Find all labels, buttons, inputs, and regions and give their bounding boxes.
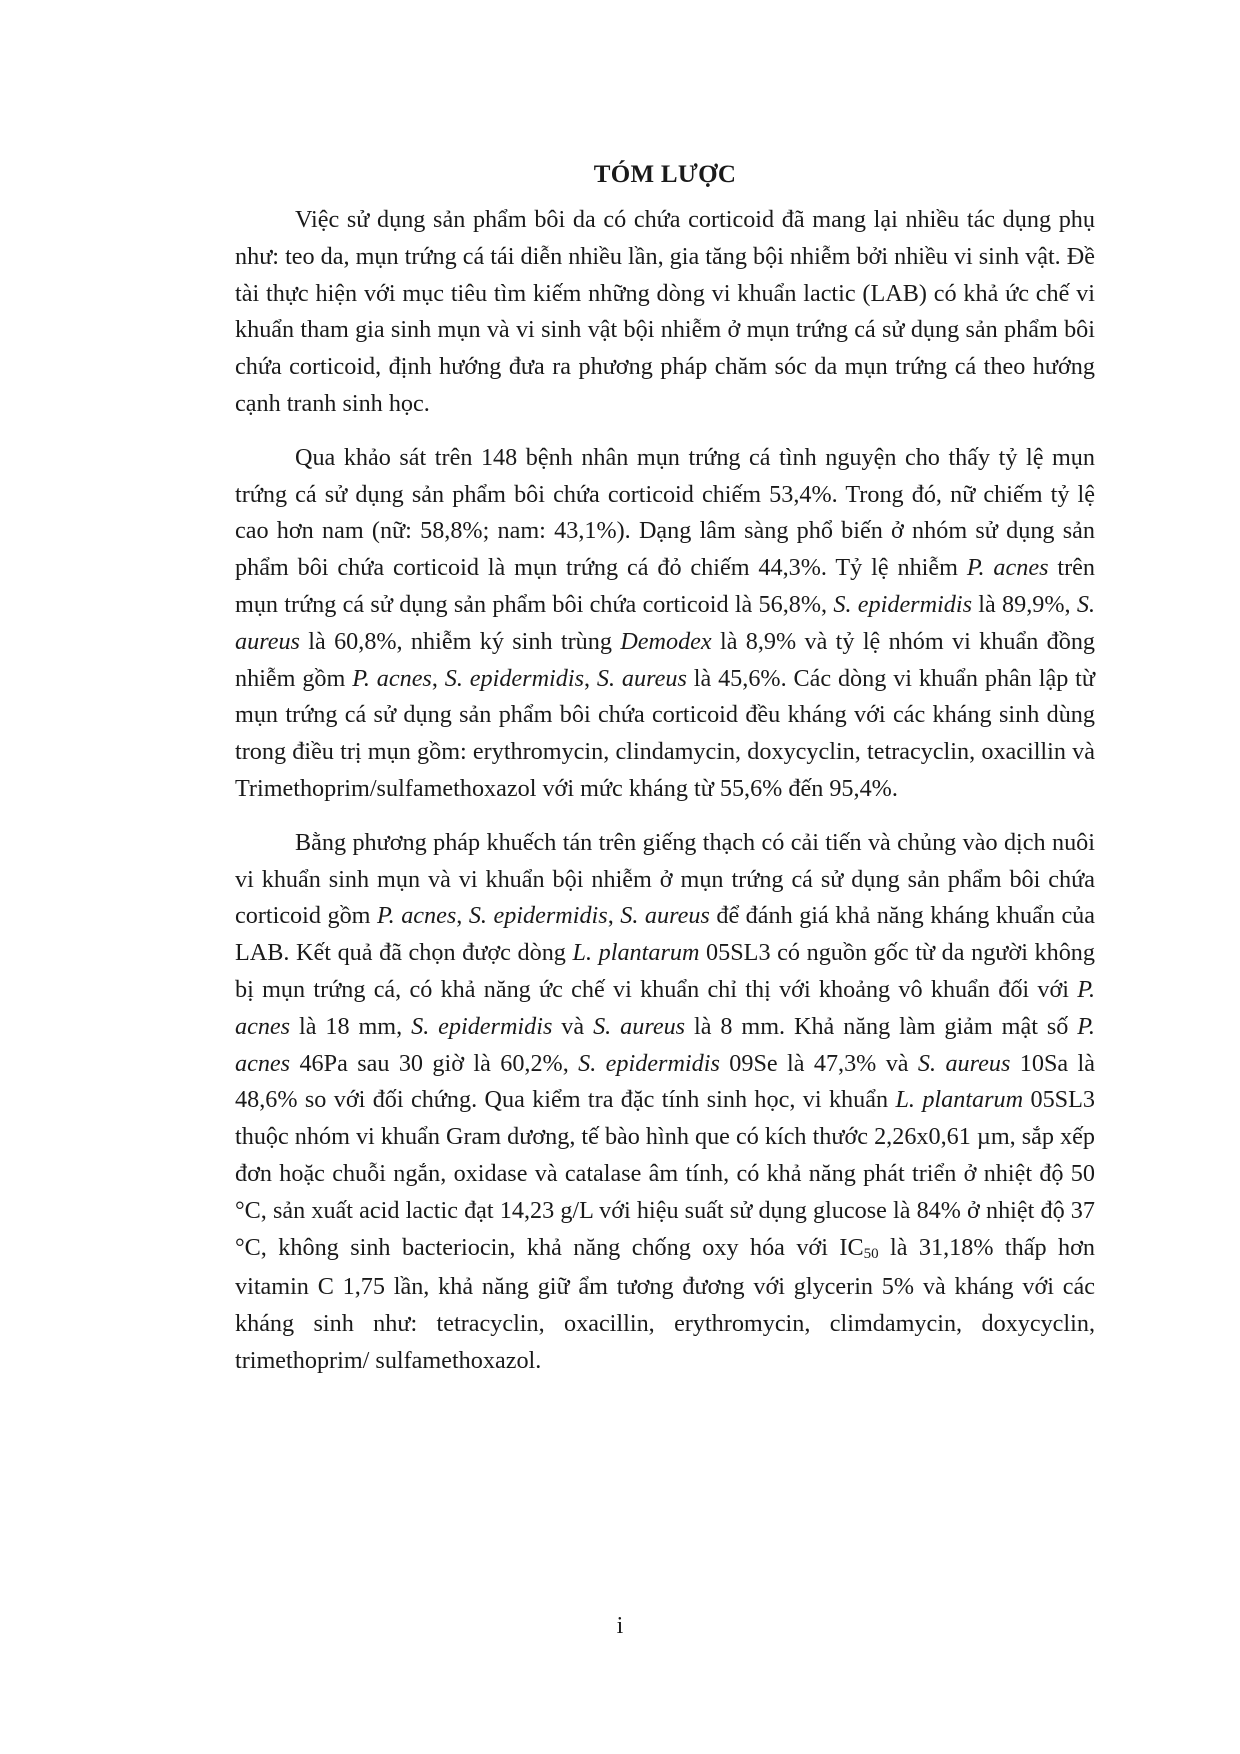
document-title: TÓM LƯỢC [593,161,737,188]
paragraph-method-results: Bằng phương pháp khuếch tán trên giếng thạch có cải tiến và chủng vào dịch nuôi vi khuẩn sinh mụn và vi khuẩn bội nhiễm ở mụn trứng cá sử dụng sản phẩm bôi chứa corticoid gồm P. acnes, S. epidermidis, S. aureus để đánh giá khả năng kháng khuẩn của LAB. Kết quả đã chọn được dòng L. plantarum 05SL3 có nguồn gốc từ da người không bị mụn trứng cá, có khả năng ức chế vi khuẩn chỉ thị với khoảng vô khuẩn đối với P. acnes là 18 mm, S. epidermidis và S. aureus là 8 mm. Khả năng làm giảm mật số P. acnes 46Pa sau 30 giờ là 60,2%, S. epidermidis 09Se là 47,3% và S. aureus 10Sa là 48,6% so với đối chứng. Qua kiểm tra đặc tính sinh học, vi khuẩn L. plantarum 05SL3 thuộc nhóm vi khuẩn Gram dương, tế bào hình que có kích thước 2,26x0,61 µm, sắp xếp đơn hoặc chuỗi ngắn, oxidase và catalase âm tính, có khả năng phát triển ở nhiệt độ 50 °C, sản xuất acid lactic đạt 14,23 g/L với hiệu suất sử dụng glucose là 84% ở nhiệt độ 37 °C, không sinh bacteriocin, khả năng chống oxy hóa với $IC_{50}$ là 31,18% thấp hơn vitamin C 1,75 lần, khả năng giữ ẩm tương đương với glycerin 5% và kháng với các kháng sinh như: tetracyclin, oxacillin, erythromycin, climdamycin, doxycyclin, trimethoprim/ sulfamethoxazol. [235,828,1096,1374]
paragraph-survey-results: Qua khảo sát trên 148 bệnh nhân mụn trứng cá tình nguyện cho thấy tỷ lệ mụn trứng cá sử dụng sản phẩm bôi chứa corticoid chiếm 53,4%. Trong đó, nữ chiếm tỷ lệ cao hơn nam (nữ: 58,8%; nam: 43,1%). Dạng lâm sàng phổ biến ở nhóm sử dụng sản phẩm bôi chứa corticoid là mụn trứng cá đỏ chiếm 44,3%. Tỷ lệ nhiễm P. acnes trên mụn trứng cá sử dụng sản phẩm bôi chứa corticoid là 56,8%, S. epidermidis là 89,9%, S. aureus là 60,8%, nhiễm ký sinh trùng Demodex là 8,9% và tỷ lệ nhóm vi khuẩn đồng nhiễm gồm P. acnes, S. epidermidis, S. aureus là 45,6%. Các dòng vi khuẩn phân lập từ mụn trứng cá sử dụng sản phẩm bôi chứa corticoid đều kháng với các kháng sinh dùng trong điều trị mụn gồm: erythromycin, clindamycin, doxycyclin, tetracyclin, oxacillin và Trimethoprim/sulfamethoxazol với mức kháng từ 55,6% đến 95,4%. [235,443,1096,802]
page-number: i [616,1613,624,1639]
paragraph-introduction: Việc sử dụng sản phẩm bôi da có chứa corticoid đã mang lại nhiều tác dụng phụ như: teo da, mụn trứng cá tái diễn nhiều lần, gia tăng bội nhiễm bởi nhiều vi sinh vật. Đề tài thực hiện với mục tiêu tìm kiếm những dòng vi khuẩn lactic (LAB) có khả ức chế vi khuẩn tham gia sinh mụn và vi sinh vật bội nhiễm ở mụn trứng cá sử dụng sản phẩm bôi chứa corticoid, định hướng đưa ra phương pháp chăm sóc da mụn trứng cá theo hướng cạnh tranh sinh học. [235,206,1095,417]
document-page [235,160,1095,1397]
